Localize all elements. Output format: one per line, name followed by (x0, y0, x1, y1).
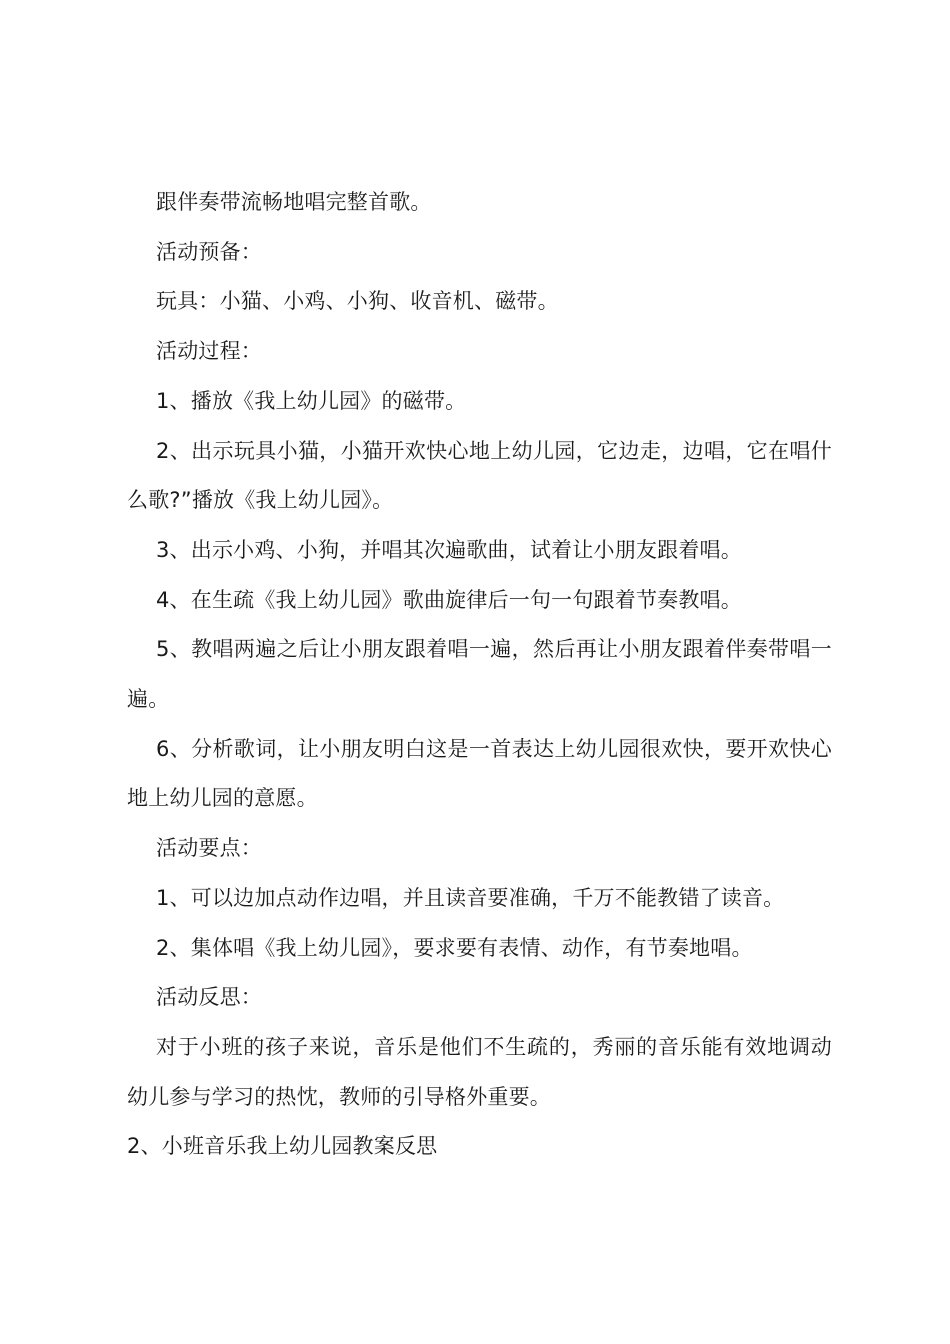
heading-activity-preparation: 活动预备： (156, 239, 262, 264)
heading-activity-process: 活动过程： (156, 339, 262, 364)
heading-activity-key-points: 活动要点： (156, 836, 262, 861)
heading-activity-reflection: 活动反思： (156, 985, 262, 1010)
step-3: 3、出示小鸡、小狗，并唱其次遍歌曲，试着让小朋友跟着唱。 (156, 537, 742, 562)
reflection-paragraph: 对于小班的孩子来说，音乐是他们不生疏的，秀丽的音乐能有效地调动幼儿参与学习的热忱，教师的引导格外重要。 (127, 1034, 832, 1109)
key-point-1: 1、可以边加点动作边唱，并且读音要准确，千万不能教错了读音。 (156, 885, 785, 910)
step-5: 5、教唱两遍之后让小朋友跟着唱一遍，然后再让小朋友跟着伴奏带唱一遍。 (127, 637, 832, 712)
step-6: 6、分析歌词，让小朋友明白这是一首表达上幼儿园很欢快，要开欢快心地上幼儿园的意愿。 (127, 736, 832, 811)
key-point-2: 2、集体唱《我上幼儿园》，要求要有表情、动作，有节奏地唱。 (156, 935, 753, 960)
paragraph-follow-accompaniment: 跟伴奏带流畅地唱完整首歌。 (156, 190, 432, 214)
section-title-2: 2、小班音乐我上幼儿园教案反思 (127, 1134, 438, 1159)
document-body (127, 178, 832, 1172)
step-4: 4、在生疏《我上幼儿园》歌曲旋律后一句一句跟着节奏教唱。 (156, 587, 742, 612)
paragraph-toys: 玩具：小猫、小鸡、小狗、收音机、磁带。 (156, 289, 559, 314)
step-2: 2、出示玩具小猫，小猫开欢快心地上幼儿园，它边走，边唱，它在唱什么歌?”播放《我上幼儿园》。 (127, 438, 832, 513)
step-1: 1、播放《我上幼儿园》的磁带。 (156, 388, 467, 413)
